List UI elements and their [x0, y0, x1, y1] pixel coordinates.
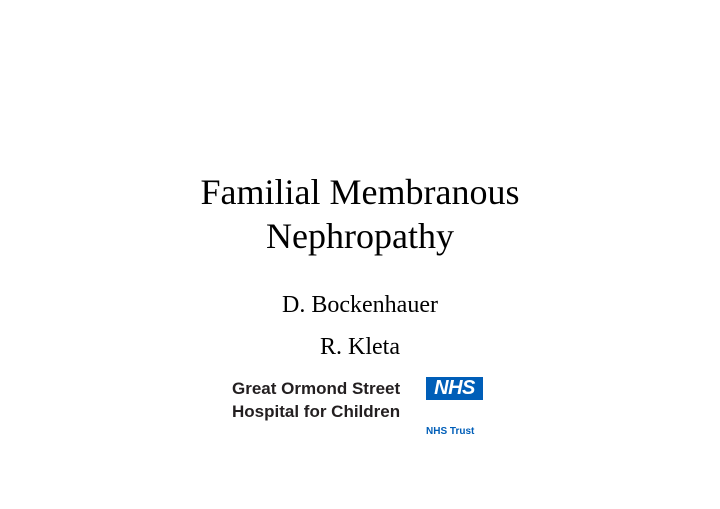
author-name-2: R. Kleta — [320, 334, 400, 360]
logo-text-line-2: Hospital for Children — [232, 402, 401, 421]
slide-title-line-2: Nephropathy — [266, 216, 454, 256]
slide-title-line-1: Familial Membranous — [200, 172, 520, 212]
nhs-trust-label: NHS Trust — [426, 426, 475, 437]
logo-text-line-1: Great Ormond Street — [232, 379, 401, 398]
nhs-badge-text: NHS — [434, 377, 475, 399]
nhs-badge — [426, 377, 483, 400]
slide-title — [0, 170, 720, 258]
gosh-nhs-logo — [232, 373, 484, 443]
author-name-1: D. Bockenhauer — [282, 292, 438, 318]
